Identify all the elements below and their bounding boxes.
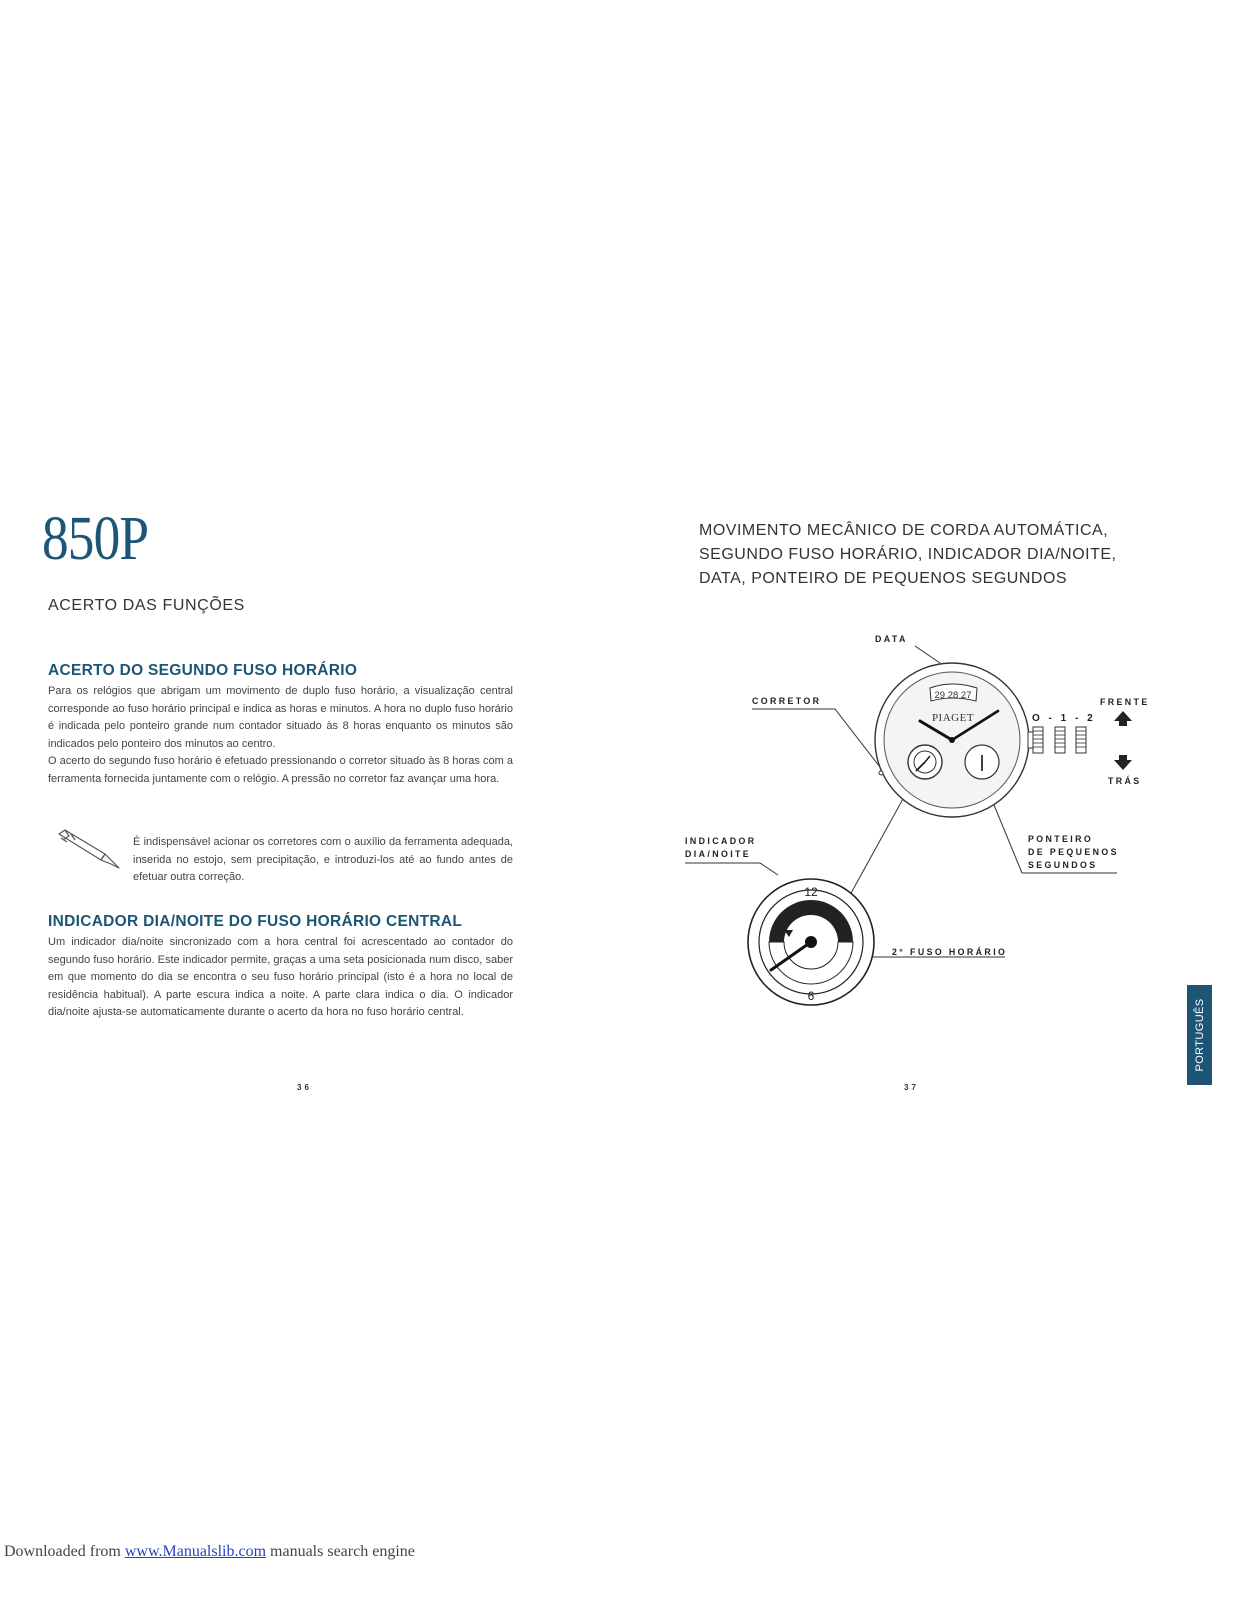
footer-prefix: Downloaded from — [4, 1543, 125, 1560]
label-ponteiro-line2: DE PEQUENOS — [1028, 847, 1119, 857]
sub-dial-6: 6 — [807, 989, 815, 1003]
label-frente: FRENTE — [1100, 697, 1150, 707]
paragraph: Para os relógios que abrigam um movimento de duplo fuso horário, a visualização central corresponde ao fuso horário principal e indica as horas e minutos. A hora no duplo fuso horário é indicada pelo ponteiro grande num contador situado às 8 horas enquanto os minutos são indicados pelo ponteiro dos minutos ao centro. — [48, 685, 513, 750]
enlarged-sub-dial — [748, 879, 874, 1005]
label-indicador-line1: INDICADOR — [685, 836, 757, 846]
page-number-left: 36 — [297, 1083, 312, 1092]
label-tras: TRÁS — [1108, 776, 1142, 786]
arrow-up-icon — [1114, 711, 1132, 726]
tool-pen-icon — [55, 828, 123, 870]
footer — [4, 1543, 415, 1561]
title-line: DATA, PONTEIRO DE PEQUENOS SEGUNDOS — [699, 570, 1068, 587]
label-corretor: CORRETOR — [752, 696, 822, 706]
page-subtitle: ACERTO DAS FUNÇÕES — [48, 597, 245, 614]
section-title-day-night: INDICADOR DIA/NOITE DO FUSO HORÁRIO CENTRAL — [48, 913, 463, 930]
watch-diagram — [680, 625, 1160, 1025]
model-title: 850P — [42, 505, 149, 573]
watch-face — [875, 663, 1086, 817]
language-tab-label: PORTUGUÊS — [1193, 998, 1206, 1072]
crown-icon — [1028, 727, 1086, 753]
crown-positions: O - 1 - 2 — [1032, 713, 1096, 724]
footer-link[interactable]: www.Manualslib.com — [124, 1543, 267, 1560]
section-title-second-timezone: ACERTO DO SEGUNDO FUSO HORÁRIO — [48, 662, 358, 679]
note-text: É indispensável acionar os corretores com o auxílio da ferramenta adequada, inserida no estojo, sem precipitação, e introduzi-los até ao fundo antes de efetuar outra correção. — [133, 836, 513, 884]
paragraph: O acerto do segundo fuso horário é efetuado pressionando o corretor situado às 8 horas com a ferramenta fornecida juntamente com o relógio. A pressão no corretor faz avançar uma hora. — [48, 755, 513, 785]
label-ponteiro-line3: SEGUNDOS — [1028, 860, 1098, 870]
title-line: SEGUNDO FUSO HORÁRIO, INDICADOR DIA/NOITE, — [699, 546, 1117, 563]
movement-title — [699, 519, 1159, 591]
label-ponteiro-line1: PONTEIRO — [1028, 834, 1094, 844]
date-window: 29 28 27 — [934, 690, 972, 701]
title-line: MOVIMENTO MECÂNICO DE CORDA AUTOMÁTICA, — [699, 522, 1109, 539]
arrow-down-icon — [1114, 755, 1132, 770]
section-body-day-night — [48, 934, 513, 1022]
section-body-second-timezone — [48, 683, 513, 789]
label-fuso: 2° FUSO HORÁRIO — [892, 947, 1008, 957]
page-number-right: 37 — [904, 1083, 919, 1092]
paragraph: Um indicador dia/noite sincronizado com a hora central foi acrescentado ao contador do segundo fuso horário. Este indicador permite, graças a uma seta posicionada num disco, saber em que momento do dia se encontra o seu fuso horário principal (isto é a hora no local de residência habitual). A parte escura indica a noite. A parte clara indica o dia. O indicador dia/noite ajusta-se automaticamente durante o acerto da hora no fuso horário central. — [48, 936, 513, 1019]
label-data: DATA — [875, 634, 908, 644]
footer-suffix: manuals search engine — [266, 1543, 415, 1560]
language-tab[interactable] — [1187, 985, 1212, 1085]
label-indicador-line2: DIA/NOITE — [685, 849, 752, 859]
sub-dial-12: 12 — [804, 885, 818, 899]
brand-logo: PIAGET — [931, 712, 975, 724]
